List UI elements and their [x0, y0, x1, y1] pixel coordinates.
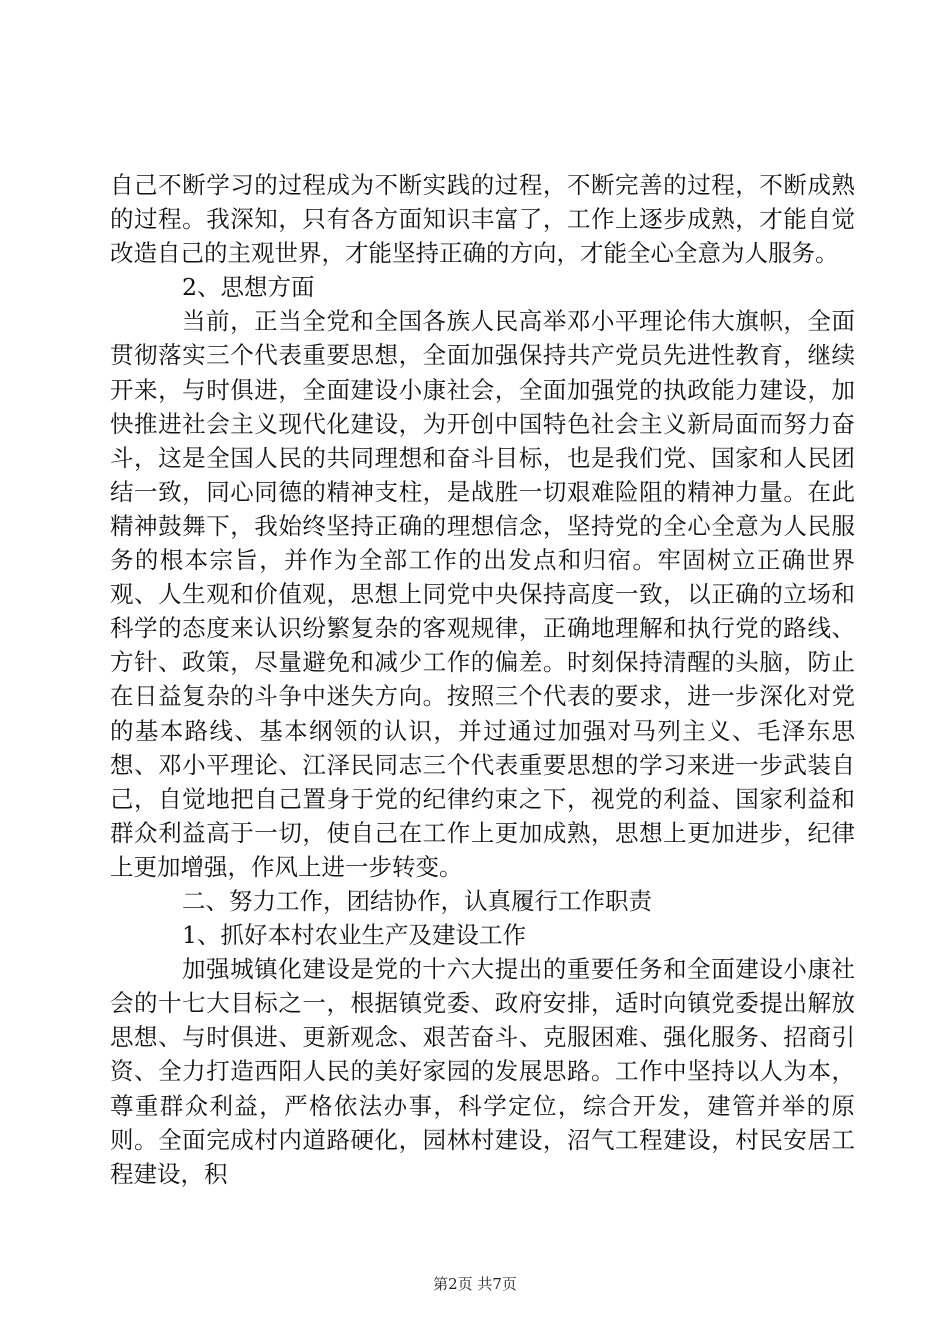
paragraph-3: 当前，正当全党和全国各族人民高举邓小平理论伟大旗帜，全面贯彻落实三个代表重要思想，全面加强保持共产党员先进性教育，继续开来，与时俱进，全面建设小康社会，全面加强党的执政能力建设，加快推进社会主义现代化建设，为开创中国特色社会主义新局面而努力奋斗，这是全国人民的共同理想和奋斗目标，也是我们党、国家和人民团结一致，同心同德的精神支柱，是战胜一切艰难险阻的精神力量。在此精神鼓舞下，我始终坚持正确的理想信念，坚持党的全心全意为人民服务的根本宗旨，并作为全部工作的出发点和归宿。牢固树立正确世界观、人生观和价值观，思想上同党中央保持高度一致，以正确的立场和科学的态度来认识纷繁复杂的客观规律，正确地理解和执行党的路线、方针、政策，尽量避免和减少工作的偏差。时刻保持清醒的头脑，防止在日益复杂的斗争中迷失方向。按照三个代表的要求，进一步深化对党的基本路线、基本纲领的认识，并过通过加强对马列主义、毛泽东思想、邓小平理论、江泽民同志三个代表重要思想的学习来进一步武装自己，自觉地把自己置身于党的纪律约束之下，视党的利益、国家利益和群众利益高于一切，使自己在工作上更加成熟，思想上更加进步，纪律上更加增强，作风上进一步转变。	[110, 307, 855, 881]
paragraph-1: 自己不断学习的过程成为不断实践的过程，不断完善的过程，不断成熟的过程。我深知，只有各方面知识丰富了，工作上逐步成熟，才能自觉改造自己的主观世界，才能坚持正确的方向，才能全心全意为人服务。	[110, 171, 855, 268]
document-body	[110, 168, 855, 1191]
paragraph-6: 加强城镇化建设是党的十六大提出的重要任务和全面建设小康社会的十七大目标之一，根据镇党委、政府安排，适时向镇党委提出解放思想、与时俱进、更新观念、艰苦奋斗、克服困难、强化服务、招商引资、全力打造西阳人民的美好家园的发展思路。工作中坚持以人为本，尊重群众利益，严格依法办事，科学定位，综合开发，建管并举的原则。全面完成村内道路硬化，园林村建设，沼气工程建设，村民安居工程建设，积	[110, 955, 855, 1188]
section-heading-thought: 2、思想方面	[182, 273, 315, 302]
subsection-heading-agriculture: 1、抓好本村农业生产及建设工作	[182, 921, 526, 950]
page-number-footer: 第2页 共7页	[433, 1275, 517, 1293]
section-heading-work: 二、努力工作，团结协作，认真履行工作职责	[182, 886, 652, 915]
